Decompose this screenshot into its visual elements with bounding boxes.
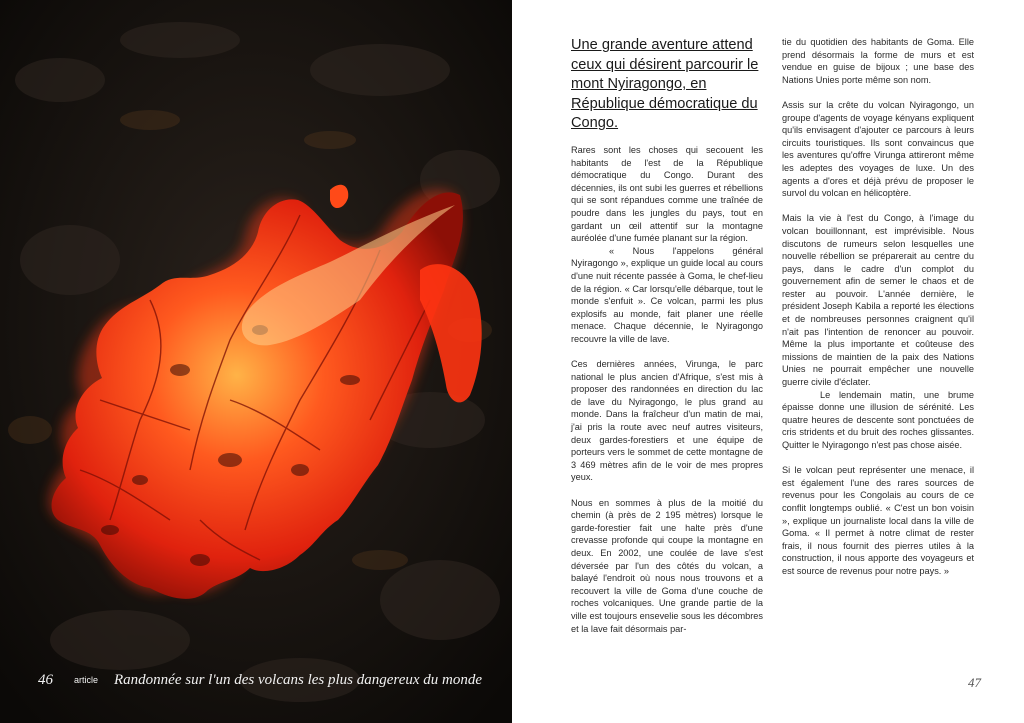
paragraph: Assis sur la crête du volcan Nyiragongo, un groupe d'agents de voyage kényans expliquent qu'ils envisagent d'ajouter ce parcours à leurs circuits touristiques. Ils sont convaincus que les aventures qu'offre Virunga attireront même les adeptes des voyages de luxe. Un des agents a d'ores et déjà prévu de proposer le survol du volcan en hélicoptère. [782,99,974,199]
paragraph: Le lendemain matin, une brume épaisse donne une illusion de sérénité. Les quatre heures de descente sont ponctuées de cris stridents et du bruit des roches glissantes. Quitter le Nyiragongo n'est pas chose aisée. [782,389,974,450]
left-page-number: 46 [38,672,53,688]
left-folio [38,672,483,689]
running-head: Randonnée sur l'un des volcans les plus dangereux du monde [114,672,483,688]
right-page-number: 47 [968,675,981,690]
text-column-2 [782,36,974,578]
paragraph: Si le volcan peut représenter une menace, il est également l'une des rares sources de revenus pour les Congolais au cours de ce conflit longtemps oublié. « C'est un bon voisin », explique un journaliste local dans la ville de Goma. « Il permet à notre climat de rester frais, il nous fournit des pierres utiles à la construction, il nous apporte des voyageurs et est source de revenus pour notre pays. » [782,465,974,576]
paragraph: Ces dernières années, Virunga, le parc national le plus ancien d'Afrique, s'est mis à proposer des randonnées en direction du lac de lave du Nyiragongo, le plus grand au monde. Dans la fraîcheur d'un matin de mai, j'ai pris la route avec neuf autres visiteurs, deux gardes-forestiers et une équipe de porteurs vers le sommet de cette montagne de 3 469 mètres afin de le voir de mes propres yeux. [571,359,763,483]
paragraph: Nous en sommes à plus de la moitié du chemin (à près de 2 195 mètres) lorsque le garde-forestier fait une halte près d'une crevasse profonde qui coupe la montagne en deux. En 2002, une coulée de lave s'est déversée par l'un des côtés du volcan, a balayé l'endroit où nous nous trouvons et a recouvert la ville de Goma d'une couche de roches volcaniques. Une grande partie de la ville est toujours ensevelie sous les décombres et la lave fait désormais par- [571,497,763,634]
article-headline: Une grande aventure attend ceux qui désirent parcourir le mont Nyiragongo, en République démocratique du Congo. [571,37,759,132]
paragraph: « Nous l'appelons général Nyiragongo », explique un guide local au cours d'une nuit récente passée à Goma, le chef-lieu de la région. « Car lorsqu'elle débarque, tout le monde s'enfuit ». Ce volcan, parmi les plus explosifs au monde, fait planer une réelle menace. Chaque décennie, le Nyiragongo recouvre la ville de lave. [571,245,763,344]
section-label: article [74,675,99,685]
text-column-1 [571,36,763,635]
paragraph: Mais la vie à l'est du Congo, à l'image du volcan bouillonnant, est imprévisible. Nous discutons de rumeurs selon lesquelles une nouvelle rébellion se préparerait au centre du pays, dans le cadre d'un complot du gouvernement afin de semer le chaos et de rester au pouvoir. L'année dernière, le président Joseph Kabila a reporté les élections et de nombreuses personnes craignent qu'il n'ait pas l'intention de renoncer au pouvoir. Même la plus importante et coûteuse des missions de maintien de la paix des Nations Unies ne pourrait empêcher une nouvelle guerre civile d'éclater. [782,213,974,388]
paragraph: tie du quotidien des habitants de Goma. Elle prend désormais la forme de murs et est vendue en guise de bijoux ; une base des Nations Unies porte même son nom. [782,37,974,85]
paragraph: Rares sont les choses qui secouent les habitants de l'est de la République démocratique du Congo. Durant des décennies, ils ont subi les guerres et rébellions qui se sont répandues comme une traînée de poudre dans les jungles du pays, tout en gardant un œil attentif sur la montagne auréolée d'une fumée planant sur la région. [571,144,763,244]
